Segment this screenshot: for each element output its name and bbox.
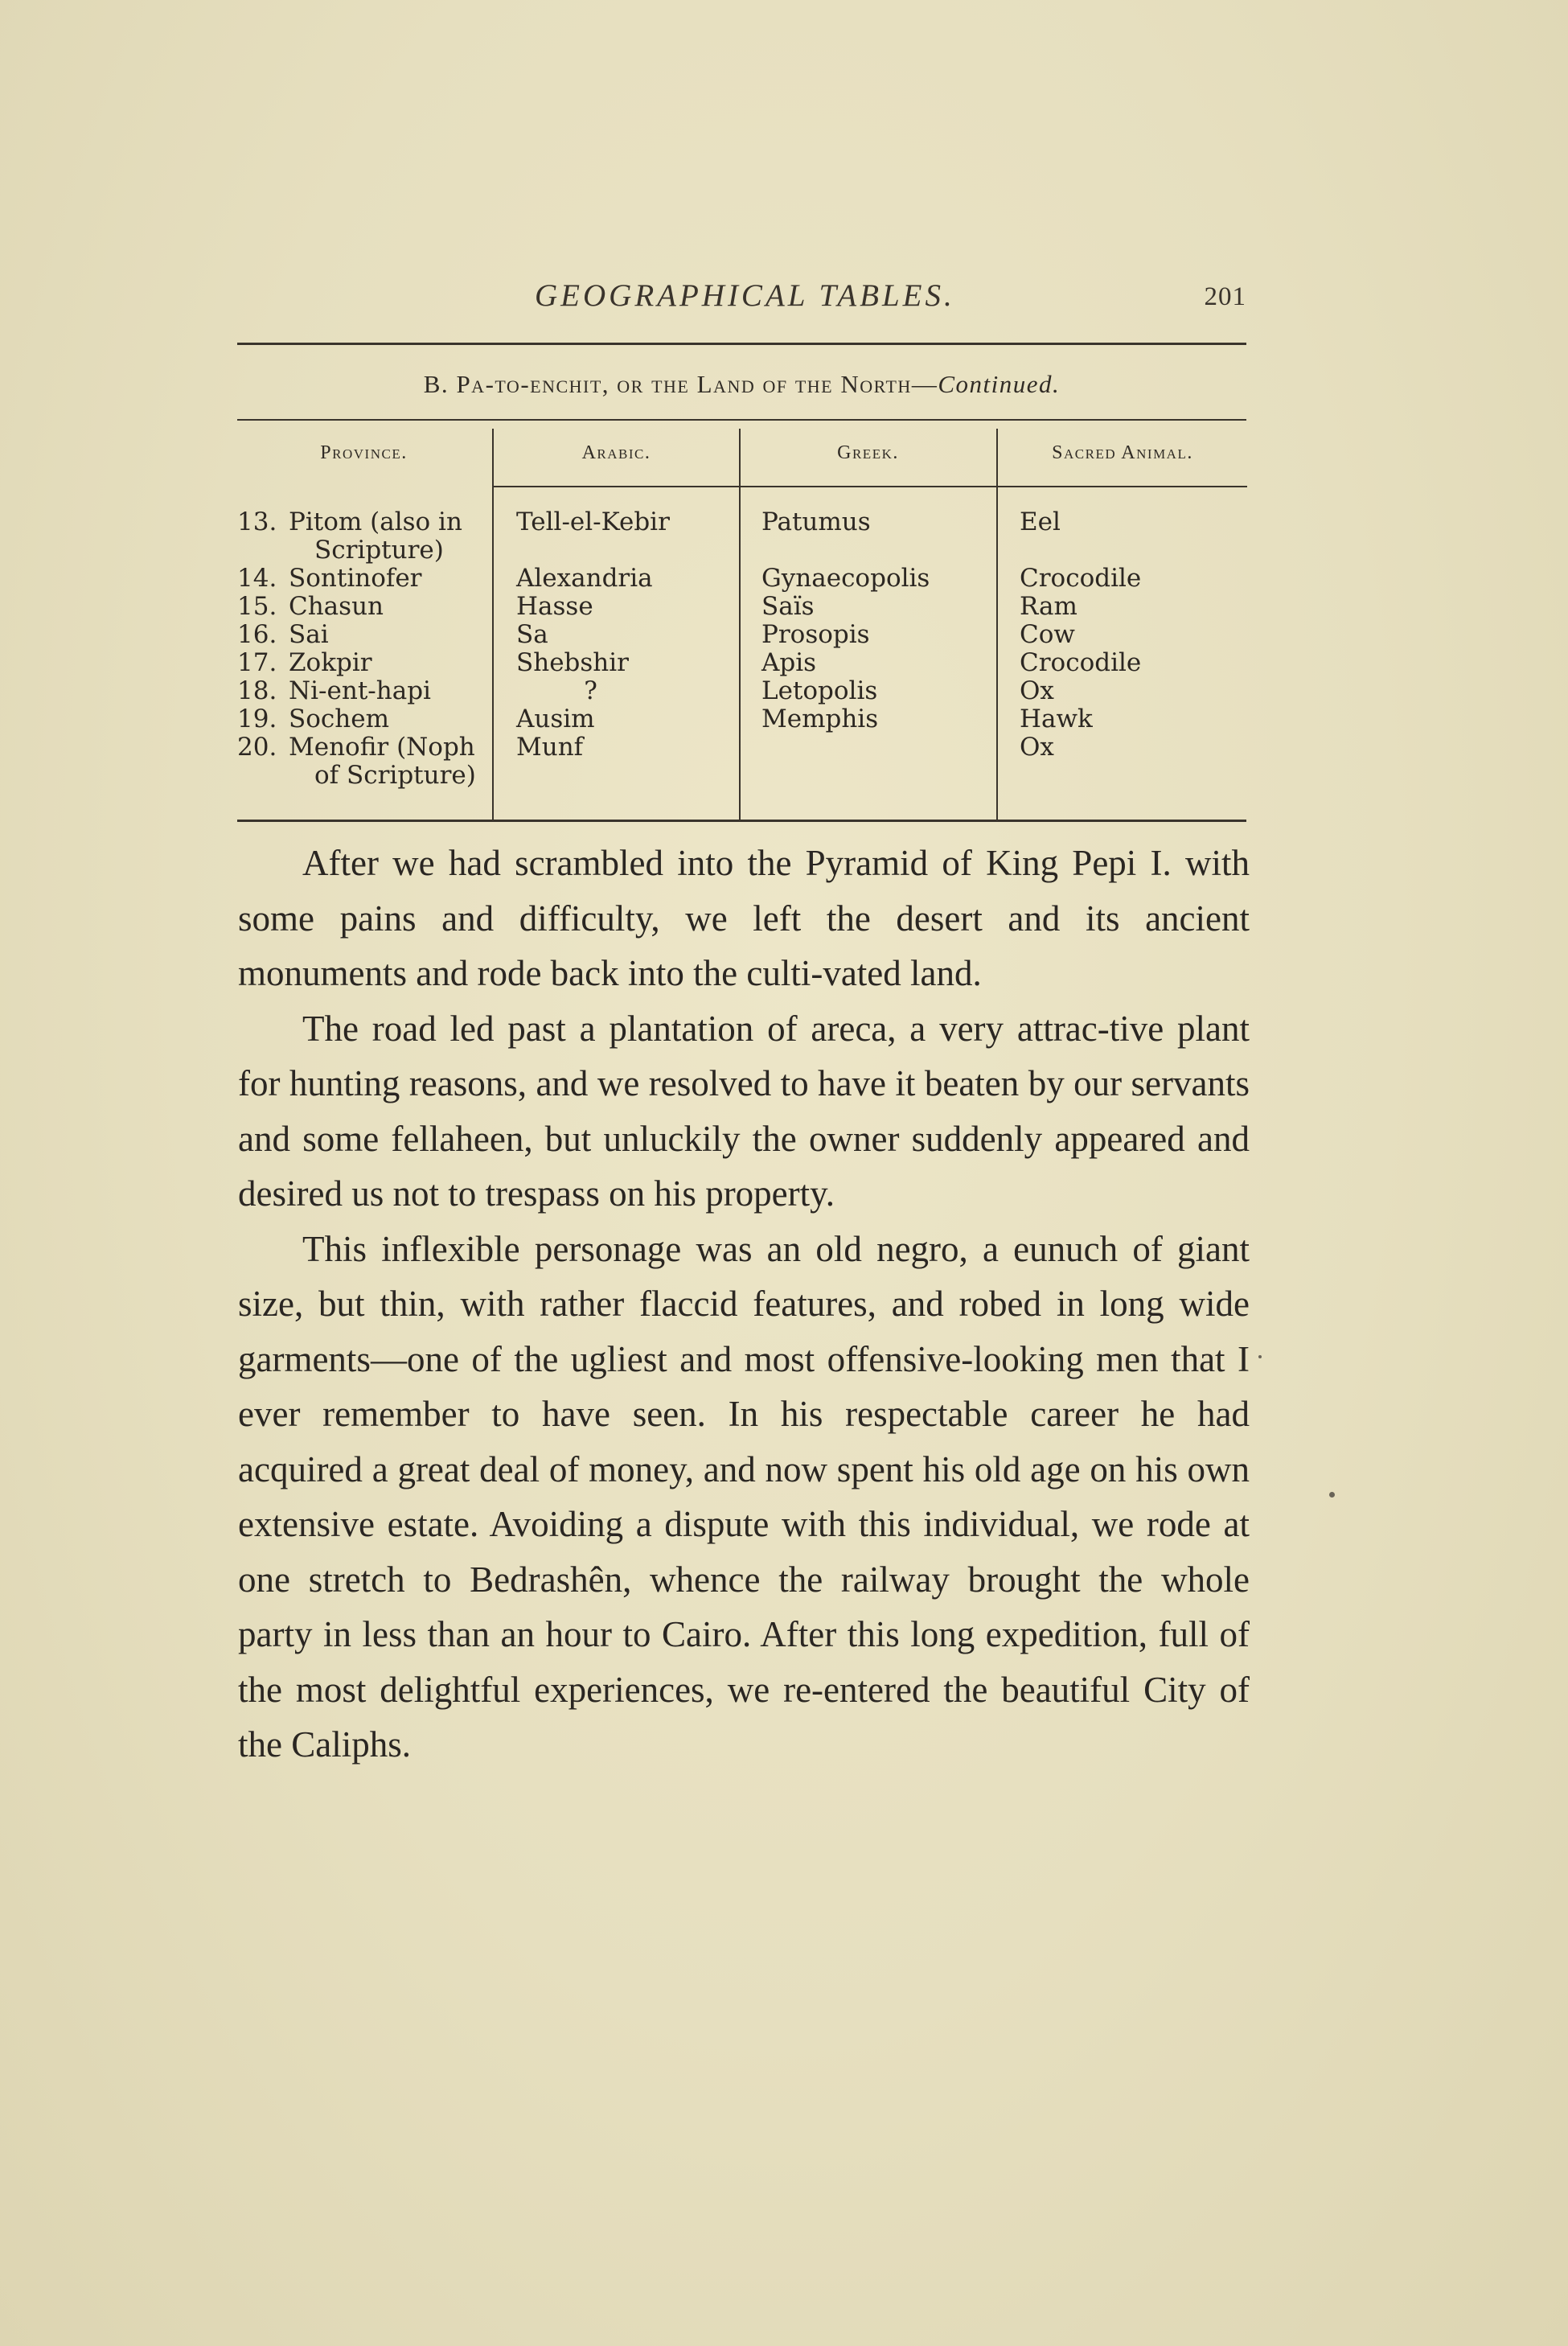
paragraph: After we had scrambled into the Pyramid of King Pepi I. with some pains and difficulty, we left the desert and its ancient monuments and rode back into the culti-vated land. xyxy=(238,843,1250,993)
province-name-continued: of Scripture) xyxy=(314,761,476,790)
arabic-name: Tell-el-Kebir xyxy=(516,507,670,536)
running-head xyxy=(237,277,1246,318)
arabic-name: ? xyxy=(584,676,597,705)
running-head-title: GEOGRAPHICAL TABLES. xyxy=(535,278,955,313)
greek-name: Patumus xyxy=(761,507,871,536)
province-name: Sontinofer xyxy=(289,564,422,593)
column-header-province: Province. xyxy=(320,442,408,463)
sacred-animal: Hawk xyxy=(1020,705,1093,733)
table-caption-dash: — xyxy=(911,370,938,398)
row-number: 18. xyxy=(237,676,277,705)
column-divider xyxy=(996,429,998,820)
table-caption-continued: Continued. xyxy=(938,370,1061,398)
bottom-rule xyxy=(237,820,1246,822)
table-caption-label: B. xyxy=(423,370,449,398)
paper-speck xyxy=(1258,1355,1262,1358)
row-number: 20. xyxy=(237,733,277,762)
column-header-arabic: Arabic. xyxy=(581,442,651,463)
arabic-name: Munf xyxy=(516,733,584,762)
row-number: 14. xyxy=(237,564,277,593)
table-caption xyxy=(237,370,1246,399)
table-row-14-province xyxy=(237,565,486,593)
paragraph: The road led past a plantation of areca, a very attrac-tive plant for hunting reasons, and we resolved to have it beaten by our servants and some fellaheen, but unluckily the owner suddenly appeared and desired us not to trespass on his property. xyxy=(238,1008,1250,1214)
province-name: Chasun xyxy=(289,592,384,621)
column-divider xyxy=(492,429,494,820)
table-row-19-province xyxy=(237,705,486,733)
sacred-animal: Eel xyxy=(1020,507,1061,536)
row-number: 13. xyxy=(237,507,277,536)
column-header-sacred-animal: Sacred Animal. xyxy=(1052,442,1193,463)
province-name-continued: Scripture) xyxy=(314,536,444,565)
body-text xyxy=(238,836,1250,1773)
top-rule xyxy=(237,343,1246,345)
row-number: 15. xyxy=(237,592,277,621)
arabic-name: Shebshir xyxy=(516,648,629,677)
column-header-greek: Greek. xyxy=(837,442,899,463)
paper-speck xyxy=(1329,1492,1335,1498)
table-row-18-province xyxy=(237,677,486,705)
greek-name: Prosopis xyxy=(761,620,870,649)
greek-name: Gynaecopolis xyxy=(761,564,930,593)
table-row-20-province xyxy=(237,733,486,790)
paragraph: This inflexible personage was an old negro, a eunuch of giant size, but thin, with rather flaccid features, and robed in long wide garments—one of the ugliest and most offensive-looking men that I ever remember to have seen. In his respectable career he had acquired a great deal of money, and now spent his old age on his own extensive estate. Avoiding a dispute with this individual, we rode at one stretch to Bedrashên, whence the railway brought the whole party in less than an hour to Cairo. After this long expedition, full of the most delightful experiences, we re-entered the beautiful City of the Caliphs. xyxy=(238,1228,1250,1765)
table-caption-name: Pa-to-enchit, or the Land of the North xyxy=(456,370,912,398)
greek-name: Letopolis xyxy=(761,676,878,705)
table-row-16-province xyxy=(237,621,486,649)
arabic-name: Ausim xyxy=(516,705,595,733)
province-name: Ni-ent-hapi xyxy=(289,676,431,705)
column-divider xyxy=(739,429,741,820)
province-name: Sai xyxy=(289,620,329,649)
table-row-17-province xyxy=(237,649,486,677)
row-number: 19. xyxy=(237,705,277,733)
arabic-name: Sa xyxy=(516,620,548,649)
sacred-animal: Crocodile xyxy=(1020,648,1142,677)
greek-name: Memphis xyxy=(761,705,879,733)
arabic-name: Hasse xyxy=(516,592,593,621)
header-rule xyxy=(492,486,1247,487)
sacred-animal: Crocodile xyxy=(1020,564,1142,593)
caption-rule xyxy=(237,419,1246,421)
province-name: Pitom (also in xyxy=(289,507,462,536)
page-number: 201 xyxy=(1204,282,1246,311)
table-row-15-province xyxy=(237,593,486,621)
province-name: Zokpir xyxy=(289,648,372,677)
sacred-animal: Ox xyxy=(1020,676,1054,705)
row-number: 16. xyxy=(237,620,277,649)
greek-name: Apis xyxy=(761,648,817,677)
row-number: 17. xyxy=(237,648,277,677)
table-row-13-province xyxy=(237,508,486,565)
arabic-name: Alexandria xyxy=(516,564,653,593)
province-name: Sochem xyxy=(289,705,389,733)
greek-name: Saïs xyxy=(761,592,815,621)
sacred-animal: Ox xyxy=(1020,733,1054,762)
sacred-animal: Cow xyxy=(1020,620,1075,649)
province-name: Menofir (Noph xyxy=(289,733,475,762)
sacred-animal: Ram xyxy=(1020,592,1077,621)
